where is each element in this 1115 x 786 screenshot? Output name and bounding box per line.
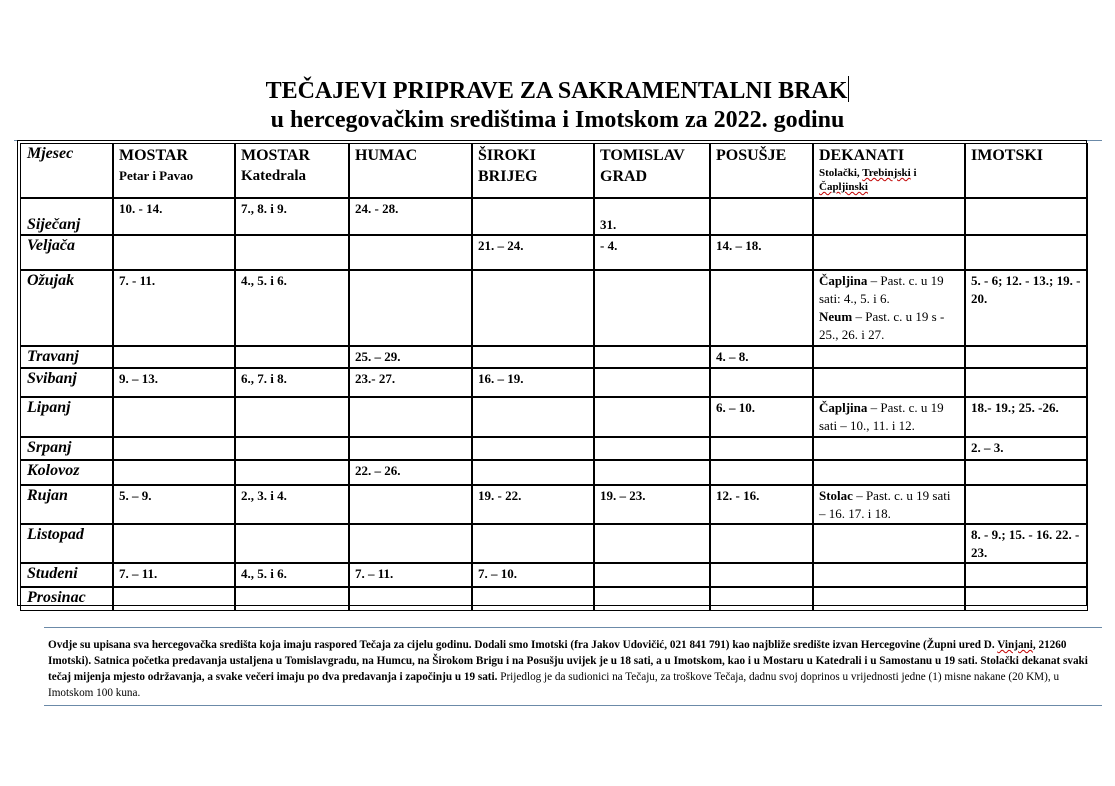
cell-posusje — [710, 460, 813, 485]
row-prosinac — [20, 587, 1088, 611]
cell-siroki: 7. – 10. — [472, 563, 594, 587]
row-sijecanj — [20, 198, 1088, 235]
cell-siroki — [472, 198, 594, 235]
text-cursor — [848, 76, 849, 102]
cell-mostar-kat — [235, 437, 349, 460]
row-svibanj — [20, 368, 1088, 397]
footnote-bottom-rule — [44, 705, 1102, 706]
month-label: Ožujak — [20, 270, 113, 346]
footnote: Ovdje su upisana sva hercegovačka središta koja imaju raspored Tečaja za cijelu godinu. Dodali smo Imotski (fra Jakov Udovičić, 021 841 791) kao najbliže središte izvan Hercegovine (Župni ured D. Vinjani, 21260 Imotski). Satnica početka predavanja ustaljena u Tomislavgradu, na Humcu, na Širokom Brigu i na Posušju uvijek je u 18 sati, a u Imotskom, kao i u Mostaru u Katedrali i u Samostanu u 19 sati. Stolački dekanat svaki tečaj mijenja mjesto održavanja, a svake večeri imaju po dva predavanja i započinju u 19 sati. Prijedlog je da sudionici na Tečaju, za troškove Tečaja, dadnu svoj doprinos u vrijednosti jedne (1) misne nakane (20 KM), u Imotskom 100 kuna. — [48, 639, 1088, 699]
cell-siroki — [472, 460, 594, 485]
cell-posusje — [710, 563, 813, 587]
cell-mostar-pp: 7. - 11. — [113, 270, 235, 346]
cell-tomislav — [594, 524, 710, 563]
row-lipanj — [20, 397, 1088, 437]
month-label: Veljača — [20, 235, 113, 270]
cell-tomislav: 19. – 23. — [594, 485, 710, 524]
cell-posusje: 6. – 10. — [710, 397, 813, 437]
month-label: Rujan — [20, 485, 113, 524]
month-label: Lipanj — [20, 397, 113, 437]
cell-siroki: 16. – 19. — [472, 368, 594, 397]
cell-dekanati: Čapljina – Past. c. u 19 sati: 4., 5. i 6. Neum – Past. c. u 19 s - 25., 26. i 27. — [813, 270, 965, 346]
cell-mostar-pp — [113, 460, 235, 485]
month-label: Kolovoz — [20, 460, 113, 485]
cell-tomislav: - 4. — [594, 235, 710, 270]
footnote-top-rule — [44, 627, 1102, 628]
cell-posusje: 14. – 18. — [710, 235, 813, 270]
cell-imotski: 8. - 9.; 15. - 16. 22. - 23. — [965, 524, 1088, 563]
cell-dekanati — [813, 368, 965, 397]
header-mostar-katedrala: MOSTAR Katedrala — [235, 143, 349, 198]
cell-tomislav — [594, 270, 710, 346]
cell-posusje: 12. - 16. — [710, 485, 813, 524]
header-tomislavgrad: TOMISLAV GRAD — [594, 143, 710, 198]
cell-dekanati — [813, 198, 965, 235]
cell-siroki — [472, 587, 594, 611]
cell-humac — [349, 485, 472, 524]
header-mostar-petar-pavao: MOSTAR Petar i Pavao — [113, 143, 235, 198]
cell-dekanati: Čapljina – Past. c. u 19 sati – 10., 11. i 12. — [813, 397, 965, 437]
row-rujan — [20, 485, 1088, 524]
cell-siroki: 19. - 22. — [472, 485, 594, 524]
cell-mostar-kat: 7., 8. i 9. — [235, 198, 349, 235]
document-subtitle: u hercegovačkim središtima i Imotskom za 2022. godinu — [270, 107, 845, 133]
schedule-table-frame — [17, 140, 1087, 606]
cell-posusje — [710, 437, 813, 460]
cell-mostar-kat — [235, 346, 349, 368]
cell-posusje — [710, 270, 813, 346]
cell-mostar-kat: 4., 5. i 6. — [235, 270, 349, 346]
cell-mostar-kat — [235, 587, 349, 611]
cell-tomislav — [594, 460, 710, 485]
cell-imotski: 2. – 3. — [965, 437, 1088, 460]
month-label: Studeni — [20, 563, 113, 587]
header-humac: HUMAC — [349, 143, 472, 198]
cell-tomislav — [594, 346, 710, 368]
row-listopad — [20, 524, 1088, 563]
cell-tomislav — [594, 368, 710, 397]
header-posusje: POSUŠJE — [710, 143, 813, 198]
header-imotski: IMOTSKI — [965, 143, 1088, 198]
cell-humac: 22. – 26. — [349, 460, 472, 485]
cell-posusje — [710, 587, 813, 611]
cell-humac — [349, 524, 472, 563]
cell-mostar-pp: 7. – 11. — [113, 563, 235, 587]
cell-posusje: 4. – 8. — [710, 346, 813, 368]
cell-mostar-kat: 2., 3. i 4. — [235, 485, 349, 524]
month-label: Srpanj — [20, 437, 113, 460]
cell-tomislav: 31. — [594, 198, 710, 235]
cell-siroki — [472, 270, 594, 346]
cell-mostar-kat — [235, 235, 349, 270]
cell-dekanati — [813, 563, 965, 587]
cell-mostar-kat — [235, 397, 349, 437]
cell-dekanati — [813, 587, 965, 611]
cell-humac — [349, 397, 472, 437]
cell-dekanati — [813, 346, 965, 368]
cell-humac: 24. - 28. — [349, 198, 472, 235]
row-studeni — [20, 563, 1088, 587]
cell-posusje — [710, 368, 813, 397]
cell-imotski: 18.- 19.; 25. -26. — [965, 397, 1088, 437]
cell-tomislav — [594, 437, 710, 460]
cell-mostar-pp: 5. – 9. — [113, 485, 235, 524]
cell-dekanati: Stolac – Past. c. u 19 sati – 16. 17. i 18. — [813, 485, 965, 524]
header-month: Mjesec — [20, 143, 113, 198]
cell-imotski — [965, 563, 1088, 587]
cell-mostar-pp — [113, 346, 235, 368]
cell-humac — [349, 235, 472, 270]
cell-imotski — [965, 485, 1088, 524]
cell-dekanati — [813, 524, 965, 563]
cell-imotski — [965, 198, 1088, 235]
cell-siroki: 21. – 24. — [472, 235, 594, 270]
month-label: Siječanj — [20, 198, 113, 235]
cell-humac — [349, 587, 472, 611]
month-label: Svibanj — [20, 368, 113, 397]
cell-mostar-pp — [113, 437, 235, 460]
cell-mostar-pp — [113, 587, 235, 611]
row-srpanj — [20, 437, 1088, 460]
cell-posusje — [710, 198, 813, 235]
row-kolovoz — [20, 460, 1088, 485]
month-label: Travanj — [20, 346, 113, 368]
cell-mostar-pp — [113, 235, 235, 270]
cell-imotski — [965, 460, 1088, 485]
cell-siroki — [472, 437, 594, 460]
cell-humac — [349, 437, 472, 460]
cell-posusje — [710, 524, 813, 563]
cell-dekanati — [813, 235, 965, 270]
cell-tomislav — [594, 563, 710, 587]
row-ozujak — [20, 270, 1088, 346]
cell-imotski — [965, 587, 1088, 611]
month-label: Listopad — [20, 524, 113, 563]
schedule-table — [20, 143, 1088, 611]
cell-mostar-kat: 6., 7. i 8. — [235, 368, 349, 397]
cell-siroki — [472, 524, 594, 563]
cell-tomislav — [594, 587, 710, 611]
cell-dekanati — [813, 460, 965, 485]
cell-dekanati — [813, 437, 965, 460]
header-dekanati: DEKANATI Stolački, Trebinjski i Čapljinski — [813, 143, 965, 198]
cell-mostar-kat — [235, 460, 349, 485]
row-travanj — [20, 346, 1088, 368]
cell-tomislav — [594, 397, 710, 437]
cell-mostar-pp — [113, 397, 235, 437]
cell-mostar-pp: 9. – 13. — [113, 368, 235, 397]
row-veljaca — [20, 235, 1088, 270]
header-siroki-brijeg: ŠIROKI BRIJEG — [472, 143, 594, 198]
cell-humac: 23.- 27. — [349, 368, 472, 397]
cell-siroki — [472, 346, 594, 368]
cell-humac: 25. – 29. — [349, 346, 472, 368]
cell-humac — [349, 270, 472, 346]
cell-mostar-kat: 4., 5. i 6. — [235, 563, 349, 587]
document-title: TEČAJEVI PRIPRAVE ZA SAKRAMENTALNI BRAK — [265, 78, 848, 104]
cell-mostar-kat — [235, 524, 349, 563]
cell-humac: 7. – 11. — [349, 563, 472, 587]
cell-siroki — [472, 397, 594, 437]
cell-imotski — [965, 235, 1088, 270]
cell-imotski — [965, 368, 1088, 397]
cell-mostar-pp: 10. - 14. — [113, 198, 235, 235]
cell-imotski: 5. - 6; 12. - 13.; 19. - 20. — [965, 270, 1088, 346]
header-row — [20, 143, 1088, 198]
cell-imotski — [965, 346, 1088, 368]
month-label: Prosinac — [20, 587, 113, 611]
cell-mostar-pp — [113, 524, 235, 563]
